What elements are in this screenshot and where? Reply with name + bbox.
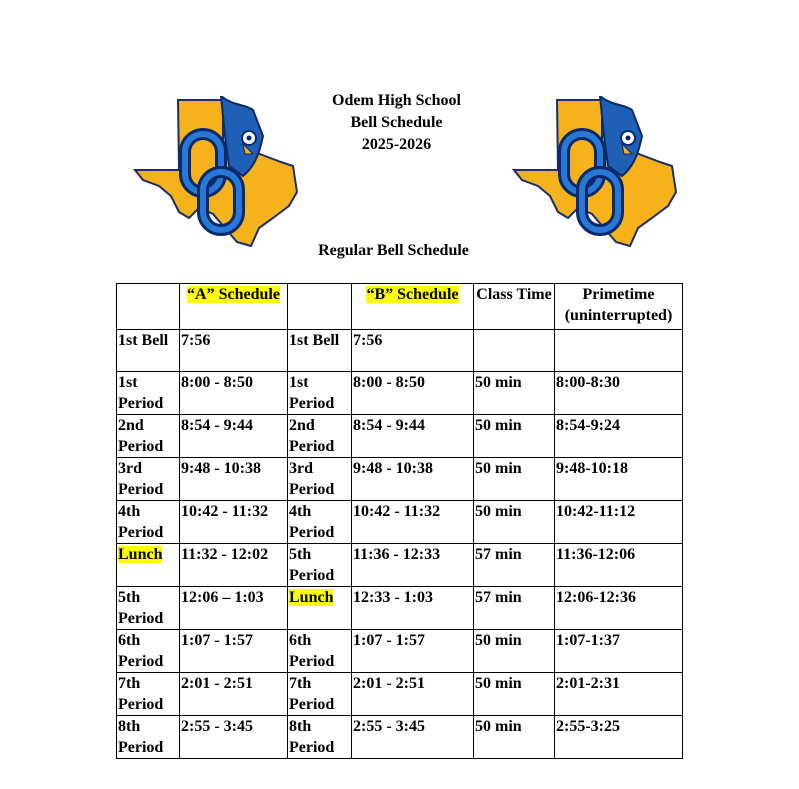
table-row [117, 716, 683, 759]
table-cell: 11:36 - 12:33 [352, 544, 474, 587]
table-row [117, 673, 683, 716]
table-cell: 7:56 [352, 330, 474, 372]
table-cell: 1st Period [288, 372, 352, 415]
bell-schedule-table [116, 283, 683, 759]
table-cell: 5th Period [117, 587, 180, 630]
table-cell: 8th Period [288, 716, 352, 759]
table-cell: 9:48 - 10:38 [180, 458, 288, 501]
table-cell: 5th Period [288, 544, 352, 587]
table-cell: 1:07-1:37 [555, 630, 683, 673]
table-cell: 7th Period [288, 673, 352, 716]
table-cell: 12:06-12:36 [555, 587, 683, 630]
table-cell: 1st Bell [117, 330, 180, 372]
table-cell: 2:55-3:25 [555, 716, 683, 759]
table-cell: 11:32 - 12:02 [180, 544, 288, 587]
table-row [117, 544, 683, 587]
table-cell: 10:42 - 11:32 [352, 501, 474, 544]
table-cell: 50 min [474, 372, 555, 415]
table-cell: 1st Period [117, 372, 180, 415]
table-cell: 8:00-8:30 [555, 372, 683, 415]
table-cell: 6th Period [288, 630, 352, 673]
table-cell: 12:06 – 1:03 [180, 587, 288, 630]
table-cell: 1:07 - 1:57 [180, 630, 288, 673]
header-cell [117, 284, 180, 330]
table-cell: 11:36-12:06 [555, 544, 683, 587]
table-cell: 50 min [474, 630, 555, 673]
table-cell [474, 330, 555, 372]
table-cell: 8:54 - 9:44 [352, 415, 474, 458]
table-row [117, 330, 683, 372]
school-name: Odem High School [332, 92, 461, 109]
table-cell: 50 min [474, 458, 555, 501]
table-cell: 9:48-10:18 [555, 458, 683, 501]
table-cell: 2:01 - 2:51 [180, 673, 288, 716]
document-header [0, 90, 799, 156]
table-cell: 2:01-2:31 [555, 673, 683, 716]
table-cell: 8:00 - 8:50 [352, 372, 474, 415]
schedule-subtitle: Regular Bell Schedule [318, 242, 469, 259]
table-cell: 2:01 - 2:51 [352, 673, 474, 716]
header-cell-class-time: Class Time [474, 284, 555, 330]
table-cell: 8:54 - 9:44 [180, 415, 288, 458]
table-cell: 2nd Period [117, 415, 180, 458]
table-cell: 50 min [474, 415, 555, 458]
table-cell: 4th Period [288, 501, 352, 544]
table-cell: 8th Period [117, 716, 180, 759]
table-cell: 50 min [474, 716, 555, 759]
table-row [117, 630, 683, 673]
table-cell [555, 330, 683, 372]
document-title: Bell Schedule [350, 114, 443, 131]
table-cell: 7th Period [117, 673, 180, 716]
table-cell: 9:48 - 10:38 [352, 458, 474, 501]
table-cell: 57 min [474, 587, 555, 630]
table-header-row [117, 284, 683, 330]
table-cell: 7:56 [180, 330, 288, 372]
table-cell: 10:42-11:12 [555, 501, 683, 544]
header-cell-b-schedule: “B” Schedule [352, 284, 474, 330]
table-cell: 2nd Period [288, 415, 352, 458]
table-cell: 6th Period [117, 630, 180, 673]
table-cell-lunch-b: Lunch [288, 587, 352, 630]
table-cell: 12:33 - 1:03 [352, 587, 474, 630]
table-cell: 50 min [474, 501, 555, 544]
table-row [117, 501, 683, 544]
table-cell: 10:42 - 11:32 [180, 501, 288, 544]
table-cell: 1st Bell [288, 330, 352, 372]
table-row [117, 458, 683, 501]
header-cell-a-schedule: “A” Schedule [180, 284, 288, 330]
table-cell: 57 min [474, 544, 555, 587]
table-cell: 4th Period [117, 501, 180, 544]
table-cell: 8:00 - 8:50 [180, 372, 288, 415]
school-year: 2025-2026 [361, 136, 432, 153]
table-row [117, 372, 683, 415]
table-cell-lunch-a: Lunch [117, 544, 180, 587]
table-cell: 3rd Period [288, 458, 352, 501]
table-row [117, 587, 683, 630]
header-cell-primetime: Primetime (uninterrupted) [555, 284, 683, 330]
table-cell: 50 min [474, 673, 555, 716]
header-cell [288, 284, 352, 330]
table-cell: 2:55 - 3:45 [180, 716, 288, 759]
table-cell: 2:55 - 3:45 [352, 716, 474, 759]
table-row [117, 415, 683, 458]
table-cell: 8:54-9:24 [555, 415, 683, 458]
table-cell: 1:07 - 1:57 [352, 630, 474, 673]
table-cell: 3rd Period [117, 458, 180, 501]
